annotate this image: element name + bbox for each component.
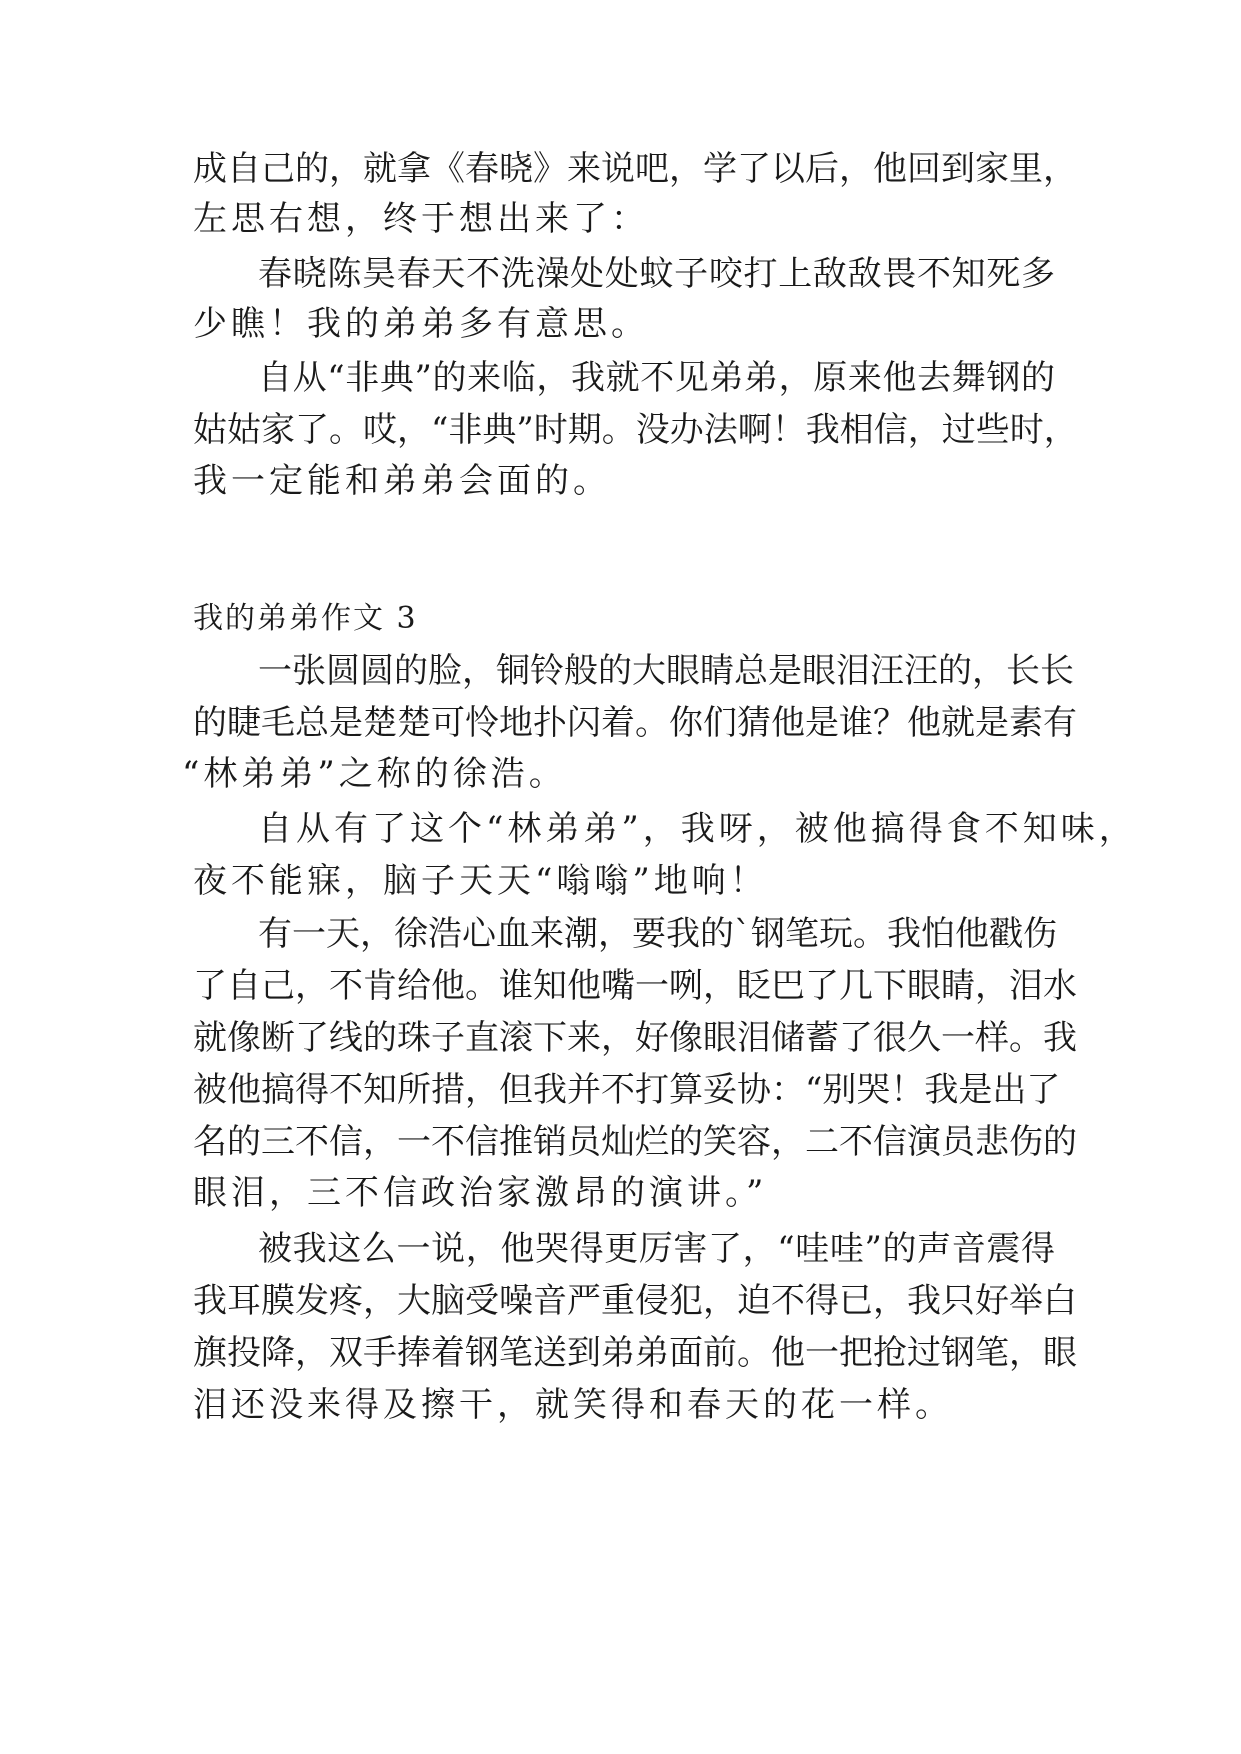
paragraph-line: 名的三不信，一不信推销员灿烂的笑容，二不信演员悲伤的 <box>193 1122 1077 1162</box>
paragraph-line: “林弟弟”之称的徐浩。 <box>182 754 567 794</box>
paragraph-line: 就像断了线的珠子直滚下来，好像眼泪储蓄了很久一样。我 <box>193 1018 1077 1058</box>
paragraph-line: 的睫毛总是楚楚可怜地扑闪着。你们猜他是谁？他就是素有 <box>193 703 1077 743</box>
paragraph-line: 自从“非典”的来临，我就不见弟弟，原来他去舞钢的 <box>258 358 1055 398</box>
paragraph-line: 旗投降，双手捧着钢笔送到弟弟面前。他一把抢过钢笔，眼 <box>193 1333 1077 1373</box>
paragraph-line: 被我这么一说，他哭得更厉害了，“哇哇”的声音震得 <box>258 1229 1055 1269</box>
paragraph-line: 姑姑家了。哎，“非典”时期。没办法啊！我相信，过些时， <box>193 410 1078 450</box>
paragraph-line: 了自己，不肯给他。谁知他嘴一咧，眨巴了几下眼睛，泪水 <box>193 966 1077 1006</box>
paragraph-line: 一张圆圆的脸，铜铃般的大眼睛总是眼泪汪汪的，长长 <box>258 651 1074 691</box>
paragraph-line: 我耳膜发疼，大脑受噪音严重侵犯，迫不得已，我只好举白 <box>193 1281 1077 1321</box>
paragraph-line: 春晓陈昊春天不洗澡处处蚊子咬打上敌敌畏不知死多 <box>258 254 1055 294</box>
paragraph-line: 我一定能和弟弟会面的。 <box>193 461 611 501</box>
paragraph-line: 左思右想，终于想出来了： <box>193 199 649 239</box>
section-heading: 我的弟弟作文 3 <box>193 601 418 636</box>
paragraph-line: 自从有了这个“林弟弟”，我呀，被他搞得食不知味， <box>258 809 1137 849</box>
paragraph-line: 成自己的，就拿《春晓》来说吧，学了以后，他回到家里， <box>193 149 1077 189</box>
paragraph-line: 泪还没来得及擦干，就笑得和春天的花一样。 <box>193 1385 953 1425</box>
paragraph-line: 被他搞得不知所措，但我并不打算妥协：“别哭！我是出了 <box>193 1070 1061 1110</box>
paragraph-line: 有一天，徐浩心血来潮，要我的`钢笔玩。我怕他戳伤 <box>258 914 1057 954</box>
paragraph-line: 少瞧！我的弟弟多有意思。 <box>193 304 649 344</box>
paragraph-line: 眼泪，三不信政治家激昂的演讲。” <box>193 1173 768 1213</box>
paragraph-line: 夜不能寐，脑子天天“嗡嗡”地响！ <box>193 861 768 901</box>
